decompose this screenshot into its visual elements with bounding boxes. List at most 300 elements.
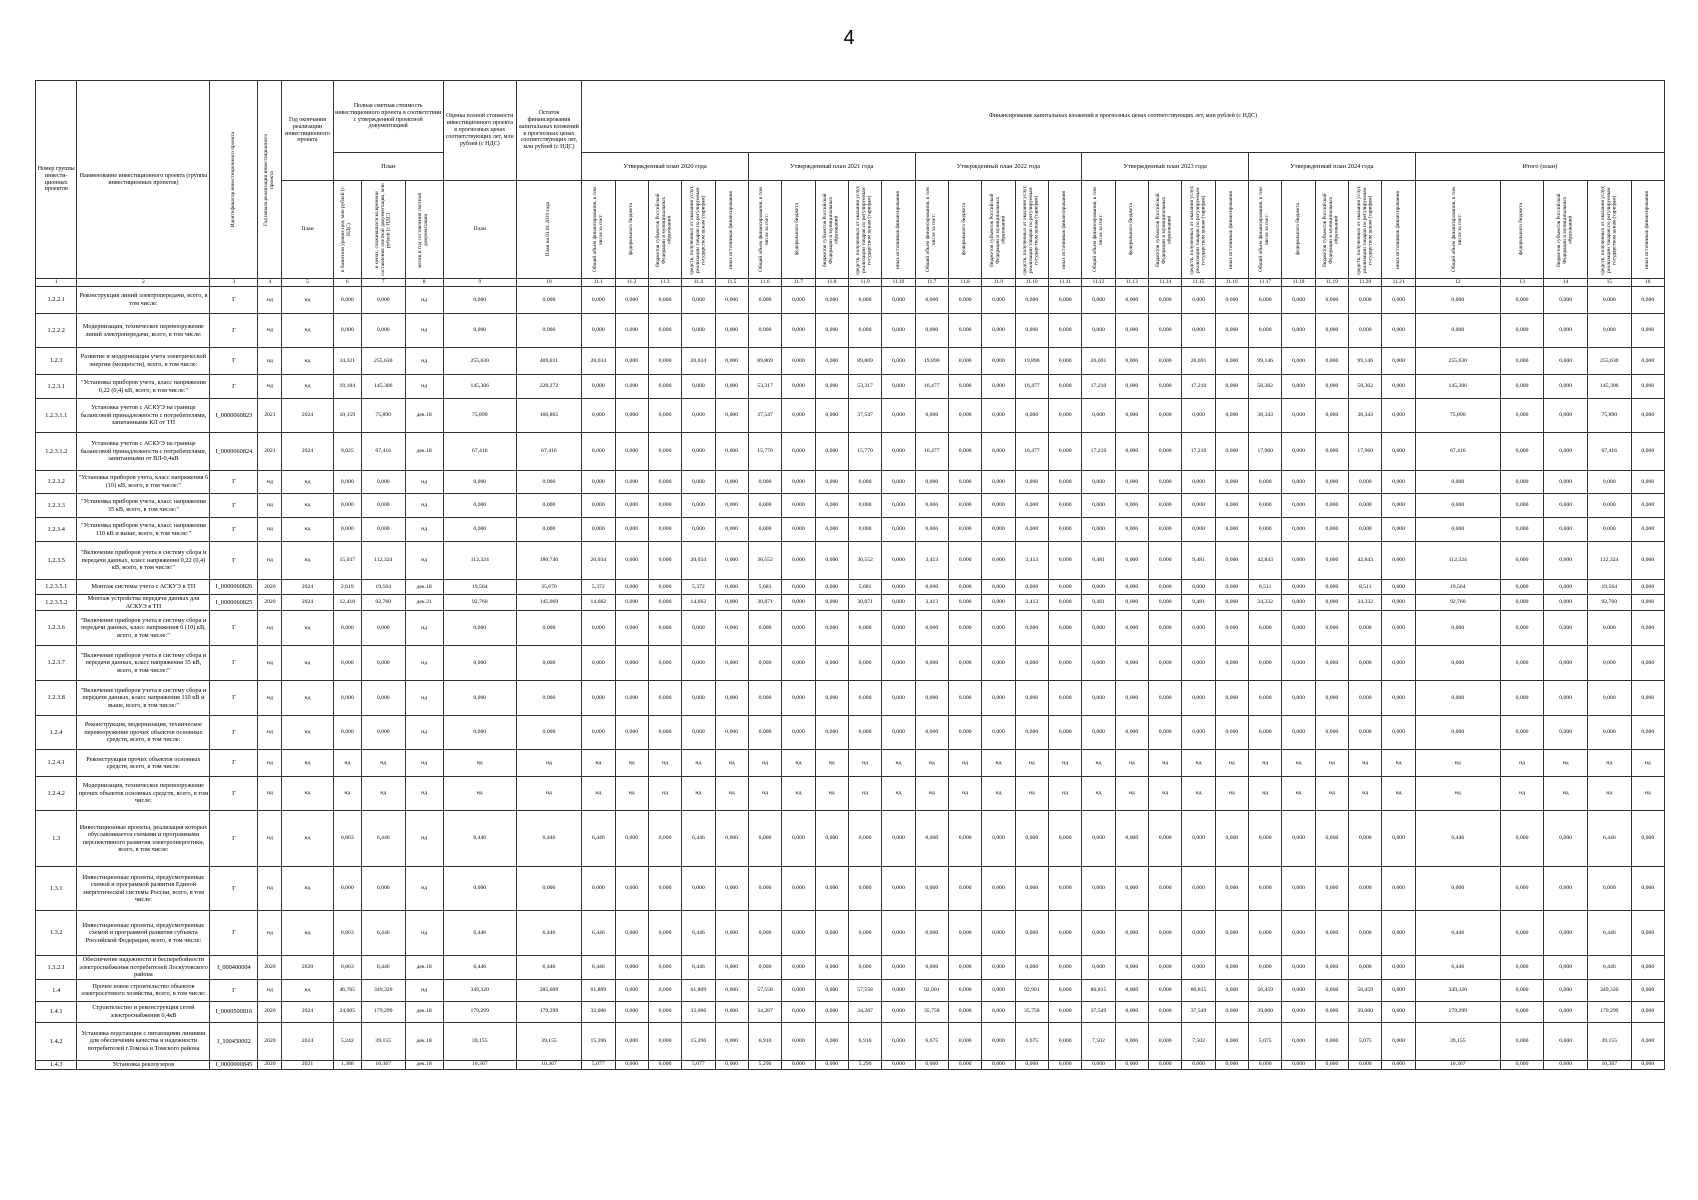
column-number: 11.7 [915, 279, 948, 287]
row-financing-value: 0,000 [1215, 979, 1248, 1001]
row-financing-value: 0,000 [1282, 314, 1315, 348]
row-current-price: 0,000 [361, 494, 405, 518]
row-financing-value: 5,372 [582, 580, 615, 595]
row-financing-value: 0,000 [1115, 348, 1148, 375]
row-financing-value: 0,000 [1282, 471, 1315, 494]
row-identifier: I_0000060825 [210, 595, 258, 611]
row-financing-value: 0,000 [615, 399, 648, 433]
row-total-value: 0,000 [1631, 867, 1664, 911]
row-end-year: нд [282, 911, 333, 956]
row-end-year: нд [282, 494, 333, 518]
row-financing-value: 0,000 [1149, 956, 1182, 980]
row-financing-value: нд [1315, 750, 1348, 777]
row-financing-value: 0,000 [682, 471, 715, 494]
column-number: 11.10 [1015, 279, 1048, 287]
row-financing-value: 34,287 [748, 1001, 781, 1022]
row-financing-value: 0,000 [648, 348, 681, 375]
row-financing-value: 0,000 [882, 867, 915, 911]
row-financing-value: 0,000 [1349, 471, 1382, 494]
row-total-value: 0,000 [1544, 911, 1588, 956]
row-financing-value: 0,000 [682, 867, 715, 911]
row-total-value: 0,000 [1544, 956, 1588, 980]
row-total-value: 0,000 [1544, 1001, 1588, 1022]
column-number: 11.16 [1215, 279, 1248, 287]
row-price-month: нд [405, 375, 443, 399]
row-financing-value: 0,000 [1215, 1060, 1248, 1069]
row-financing-value: 0,000 [582, 646, 615, 681]
table-row [36, 314, 1665, 348]
row-financing-value: 0,000 [715, 646, 748, 681]
row-start-year: нд [258, 375, 282, 399]
row-total-value: 0,000 [1500, 518, 1544, 542]
row-financing-value: 0,000 [582, 518, 615, 542]
row-total-value: 0,000 [1500, 956, 1544, 980]
sub-total: Общий объем финансирования, в том числе за счет: [924, 187, 937, 272]
row-financing-value: 0,000 [715, 375, 748, 399]
sub-regional: бюджетов субъектов Российской Федерации и муниципальных образований [1555, 192, 1574, 267]
row-total-value: 0,000 [1544, 494, 1588, 518]
row-financing-value: 0,000 [1282, 716, 1315, 750]
row-start-year: нд [258, 494, 282, 518]
row-total-value: 0,000 [1500, 375, 1544, 399]
row-financing-value: 0,000 [1382, 399, 1415, 433]
row-financing-value: 0,000 [1182, 399, 1215, 433]
row-financing-value: 0,000 [1082, 716, 1115, 750]
row-financing-value: 0,000 [1048, 287, 1081, 314]
row-financing-value: 0,000 [882, 611, 915, 646]
sub-federal: федерального бюджета [794, 203, 801, 256]
row-financing-value: 37,549 [1182, 1001, 1215, 1022]
row-price-month: нд [405, 611, 443, 646]
row-financing-value: 0,000 [1282, 811, 1315, 867]
row-financing-value: 0,000 [1215, 611, 1248, 646]
row-financing-value: 0,000 [1349, 494, 1382, 518]
header-remainder: Остаток финансирования капитальных вложений в прогнозных ценах соответствующих лет, млн рублей (с НДС) [516, 81, 581, 181]
row-financing-value: 0,000 [1048, 1022, 1081, 1060]
row-financing-value: 0,000 [1315, 348, 1348, 375]
row-financing-value: 0,000 [1082, 646, 1115, 681]
row-financing-value: 0,000 [1115, 433, 1148, 471]
column-number: 4 [258, 279, 282, 287]
row-code: 1.3.2 [36, 911, 77, 956]
row-remainder: 409,811 [516, 348, 581, 375]
row-financing-value: 0,000 [1048, 314, 1081, 348]
row-financing-value: 0,000 [815, 399, 848, 433]
row-financing-value: 0,000 [882, 979, 915, 1001]
row-remainder: 0,000 [516, 314, 581, 348]
row-financing-value: нд [582, 777, 615, 811]
row-identifier: Г [210, 681, 258, 716]
row-financing-value: 17,960 [1349, 433, 1382, 471]
row-remainder: 180,740 [516, 542, 581, 580]
sub-regional: бюджетов субъектов Российской Федерации и муниципальных образований [822, 192, 840, 267]
row-financing-value: 56,459 [1349, 979, 1382, 1001]
row-financing-value: 0,000 [782, 811, 815, 867]
row-financing-value: 0,000 [715, 314, 748, 348]
row-financing-value: 0,000 [948, 716, 981, 750]
row-base-price: 34,321 [333, 348, 361, 375]
row-financing-value: 0,000 [1382, 956, 1415, 980]
row-end-year: 2024 [282, 595, 333, 611]
row-financing-value: 6,446 [582, 956, 615, 980]
row-financing-value: 0,000 [848, 646, 881, 681]
row-financing-value: 0,000 [648, 867, 681, 911]
row-financing-value: нд [1015, 750, 1048, 777]
table-row [36, 1001, 1665, 1022]
row-estimate: 0,000 [443, 471, 516, 494]
row-financing-value: 0,000 [715, 979, 748, 1001]
row-financing-value: 0,000 [882, 399, 915, 433]
row-financing-value: 39,000 [1249, 1001, 1282, 1022]
row-financing-value: 20,034 [682, 348, 715, 375]
row-total-value: 0,000 [1544, 542, 1588, 580]
row-total-value: 0,000 [1587, 287, 1631, 314]
row-financing-value: 38,343 [1349, 399, 1382, 433]
row-financing-value: 0,000 [715, 542, 748, 580]
row-identifier: I_0000060824 [210, 433, 258, 471]
row-financing-value: 15,770 [848, 433, 881, 471]
row-identifier: Г [210, 542, 258, 580]
row-financing-value: нд [715, 750, 748, 777]
header-start: Год начала реализации инвестиционного проекта [263, 133, 275, 226]
row-financing-value: 0,000 [1115, 1022, 1148, 1060]
row-remainder: 285,609 [516, 979, 581, 1001]
row-name: Реконструкция прочих объектов основных средств, всего, в том числе: [77, 750, 210, 777]
row-total-value: 0,000 [1631, 595, 1664, 611]
row-financing-value: 42,843 [1349, 542, 1382, 580]
row-financing-value: 0,000 [1315, 811, 1348, 867]
row-total-value: 0,000 [1587, 646, 1631, 681]
row-financing-value: 58,302 [1349, 375, 1382, 399]
row-financing-value: 0,000 [1215, 595, 1248, 611]
row-remainder: 0,000 [516, 287, 581, 314]
header-price-month: месяц и год составления сметной документации [417, 191, 430, 268]
row-identifier: Г [210, 750, 258, 777]
row-total-value: 0,000 [1544, 399, 1588, 433]
row-financing-value: нд [982, 777, 1015, 811]
row-financing-value: 0,000 [1215, 867, 1248, 911]
row-financing-value: 30,871 [748, 595, 781, 611]
sub-other: иных источников финансирования [727, 190, 734, 269]
row-total-value: 0,000 [1587, 494, 1631, 518]
row-financing-value: 0,000 [848, 956, 881, 980]
row-base-price: 0,000 [333, 611, 361, 646]
row-name: Реконструкция линий электропередачи, всего, в том числе: [77, 287, 210, 314]
row-financing-value: 0,000 [882, 681, 915, 716]
row-base-price: 0,000 [333, 518, 361, 542]
table-row [36, 471, 1665, 494]
row-total-value: 0,000 [1415, 314, 1500, 348]
row-financing-value: 0,000 [1048, 1060, 1081, 1069]
row-financing-value: нд [1249, 777, 1282, 811]
row-financing-value: 0,000 [1115, 287, 1148, 314]
row-price-month: нд [405, 777, 443, 811]
row-price-month: нд [405, 811, 443, 867]
sub-total: Общий объем финансирования, в том числе за счет: [758, 187, 771, 272]
row-remainder: 0,000 [516, 611, 581, 646]
row-price-month: нд [405, 542, 443, 580]
row-start-year: нд [258, 314, 282, 348]
row-financing-value: 15,396 [682, 1022, 715, 1060]
row-financing-value: 0,000 [1115, 580, 1148, 595]
row-financing-value: 0,000 [882, 314, 915, 348]
row-financing-value: 0,000 [582, 287, 615, 314]
row-financing-value: 0,000 [915, 287, 948, 314]
row-total-value: 0,000 [1500, 1001, 1544, 1022]
row-base-price: 0,863 [333, 956, 361, 980]
column-number: 11.11 [1048, 279, 1081, 287]
row-financing-value: 0,000 [1149, 433, 1182, 471]
row-financing-value: 0,000 [648, 314, 681, 348]
row-financing-value: 0,000 [1282, 1022, 1315, 1060]
row-financing-value: 0,000 [1315, 867, 1348, 911]
row-financing-value: 14,662 [582, 595, 615, 611]
row-financing-value: 0,000 [1115, 911, 1148, 956]
row-code: 1.2.3.5.1 [36, 580, 77, 595]
row-financing-value: 0,000 [715, 433, 748, 471]
row-financing-value: 32,006 [582, 1001, 615, 1022]
column-number: 11.8 [815, 279, 848, 287]
row-financing-value: нд [1249, 750, 1282, 777]
row-remainder: 6,446 [516, 956, 581, 980]
row-price-month: дек.18 [405, 1060, 443, 1069]
row-financing-value: 30,871 [848, 595, 881, 611]
row-financing-value: 6,675 [915, 1022, 948, 1060]
row-current-price: 19,564 [361, 580, 405, 595]
row-financing-value: 0,000 [1382, 542, 1415, 580]
row-estimate: 0,000 [443, 681, 516, 716]
row-financing-value: 9,481 [1182, 595, 1215, 611]
row-financing-value: 0,000 [1315, 580, 1348, 595]
row-financing-value: 0,000 [1215, 375, 1248, 399]
row-total-value: 0,000 [1500, 287, 1544, 314]
row-financing-value: 0,000 [1282, 348, 1315, 375]
row-financing-value: 5,681 [748, 580, 781, 595]
row-identifier: I_0000060826 [210, 580, 258, 595]
row-name: Прочее новое строительство объектов электросетевого хозяйства, всего, в том числе: [77, 979, 210, 1001]
row-financing-value: нд [915, 750, 948, 777]
row-financing-value: 0,000 [815, 1001, 848, 1022]
column-number: 2 [77, 279, 210, 287]
row-financing-value: 0,000 [582, 716, 615, 750]
row-financing-value: 0,000 [1115, 314, 1148, 348]
row-name: "Установка приборов учета, класс напряжения 0,22 (0,4) кВ, всего, в том числе:" [77, 375, 210, 399]
row-base-price: 0,000 [333, 867, 361, 911]
table-row [36, 518, 1665, 542]
row-financing-value: 0,000 [1315, 681, 1348, 716]
row-financing-value: 9,481 [1082, 595, 1115, 611]
table-row [36, 433, 1665, 471]
row-financing-value: 16,477 [1015, 375, 1048, 399]
row-total-value: 0,000 [1415, 867, 1500, 911]
row-financing-value: 0,000 [948, 867, 981, 911]
row-code: 1.2.2.1 [36, 287, 77, 314]
row-financing-value: 0,000 [1215, 518, 1248, 542]
row-financing-value: нд [782, 777, 815, 811]
row-financing-value: 0,000 [1115, 979, 1148, 1001]
row-total-value: 6,446 [1415, 956, 1500, 980]
header-plan-end: План [282, 181, 333, 279]
row-financing-value: 5,077 [582, 1060, 615, 1069]
row-total-value: 0,000 [1415, 287, 1500, 314]
row-total-value: 0,000 [1631, 611, 1664, 646]
row-financing-value: 0,000 [1215, 348, 1248, 375]
row-financing-value: 0,000 [1215, 580, 1248, 595]
row-financing-value: 53,317 [848, 375, 881, 399]
row-financing-value: 0,000 [948, 611, 981, 646]
row-financing-value: 0,000 [648, 1060, 681, 1069]
row-financing-value: 16,477 [1015, 433, 1048, 471]
row-financing-value: нд [1282, 750, 1315, 777]
column-number: 11.7 [782, 279, 815, 287]
row-financing-value: 0,000 [615, 1022, 648, 1060]
row-financing-value: 0,000 [1082, 811, 1115, 867]
table-row [36, 399, 1665, 433]
row-financing-value: 0,000 [982, 1001, 1015, 1022]
row-financing-value: 0,000 [882, 494, 915, 518]
row-financing-value: 0,000 [982, 348, 1015, 375]
row-financing-value: 0,000 [648, 542, 681, 580]
row-base-price: 1,388 [333, 1060, 361, 1069]
row-financing-value: 0,000 [615, 1001, 648, 1022]
row-current-price: нд [361, 777, 405, 811]
row-financing-value: 0,000 [648, 716, 681, 750]
row-financing-value: 0,000 [948, 375, 981, 399]
row-financing-value: 0,000 [1115, 375, 1148, 399]
row-financing-value: 0,000 [715, 494, 748, 518]
table-row [36, 611, 1665, 646]
row-financing-value: 0,000 [1382, 811, 1415, 867]
row-identifier: Г [210, 716, 258, 750]
row-estimate: 112,324 [443, 542, 516, 580]
row-identifier: Г [210, 979, 258, 1001]
row-estimate: 349,320 [443, 979, 516, 1001]
row-financing-value: 0,000 [948, 1022, 981, 1060]
row-financing-value: 0,000 [1048, 646, 1081, 681]
row-total-value: 0,000 [1631, 433, 1664, 471]
row-total-value: нд [1631, 750, 1664, 777]
sub-other: иных источников финансирования [1061, 190, 1068, 269]
row-price-month: нд [405, 314, 443, 348]
row-financing-value: 0,000 [848, 314, 881, 348]
row-financing-value: 0,000 [1382, 1022, 1415, 1060]
row-financing-value: 0,000 [1215, 716, 1248, 750]
row-estimate: 6,446 [443, 911, 516, 956]
sub-tariff: средств, полученных от оказания услуг, реализации товаров по регулируемым государством ценам (тарифам) [1022, 184, 1040, 275]
row-financing-value: 0,000 [915, 314, 948, 348]
row-financing-value: нд [615, 750, 648, 777]
row-financing-value: 0,000 [1082, 471, 1115, 494]
row-identifier: Г [210, 867, 258, 911]
row-financing-value: 0,000 [1315, 1060, 1348, 1069]
row-current-price: 92,760 [361, 595, 405, 611]
row-financing-value: 0,000 [982, 580, 1015, 595]
row-financing-value: 57,558 [848, 979, 881, 1001]
row-financing-value: 0,000 [982, 716, 1015, 750]
row-total-value: 0,000 [1500, 494, 1544, 518]
row-total-value: 0,000 [1587, 867, 1631, 911]
row-financing-value: 0,000 [648, 611, 681, 646]
header-year-2024: Утвержденный план 2024 года [1249, 153, 1416, 181]
row-start-year: 2020 [258, 595, 282, 611]
row-financing-value: 0,000 [582, 375, 615, 399]
row-identifier: I_000400004 [210, 956, 258, 980]
row-code: 1.4.3 [36, 1060, 77, 1069]
row-code: 1.2.3.7 [36, 646, 77, 681]
column-number: 1 [36, 279, 77, 287]
row-financing-value: 0,000 [948, 595, 981, 611]
row-financing-value: 0,000 [782, 911, 815, 956]
row-financing-value: 0,000 [1015, 867, 1048, 911]
row-financing-value: нд [882, 777, 915, 811]
row-financing-value: 0,000 [1015, 494, 1048, 518]
row-financing-value: 0,000 [748, 518, 781, 542]
row-start-year: нд [258, 542, 282, 580]
table-row [36, 494, 1665, 518]
row-total-value: 0,000 [1631, 494, 1664, 518]
row-financing-value: 0,000 [1082, 518, 1115, 542]
row-financing-value: 0,000 [782, 1001, 815, 1022]
row-financing-value: 0,000 [1382, 287, 1415, 314]
row-financing-value: 0,000 [748, 314, 781, 348]
row-remainder: 179,299 [516, 1001, 581, 1022]
row-financing-value: 0,000 [948, 646, 981, 681]
row-code: 1.2.3.6 [36, 611, 77, 646]
row-financing-value: 0,000 [782, 399, 815, 433]
row-financing-value: 0,000 [1149, 287, 1182, 314]
row-name: Инвестиционные проекты, предусмотренные схемой и программой развития Единой энергетической системы России, всего, в том числе: [77, 867, 210, 911]
row-financing-value: 0,000 [815, 611, 848, 646]
row-estimate: 145,306 [443, 375, 516, 399]
row-financing-value: 0,000 [748, 811, 781, 867]
row-financing-value: 0,000 [1215, 956, 1248, 980]
row-total-value: 0,000 [1587, 611, 1631, 646]
row-financing-value: 0,000 [882, 287, 915, 314]
row-financing-value: 0,000 [1382, 681, 1415, 716]
row-base-price: 0,000 [333, 646, 361, 681]
row-financing-value: 0,000 [648, 811, 681, 867]
row-name: Модернизация, техническое перевооружение линий электропередачи, всего, в том числе: [77, 314, 210, 348]
row-estimate: 19,564 [443, 580, 516, 595]
row-base-price: 0,863 [333, 811, 361, 867]
row-code: 1.3.1 [36, 867, 77, 911]
row-financing-value: 0,000 [1082, 681, 1115, 716]
row-name: Реконструкция, модернизация, техническое перевооружение прочих объектов основных средств, всего, в том числе: [77, 716, 210, 750]
row-financing-value: 0,000 [1115, 542, 1148, 580]
row-total-value: 0,000 [1587, 681, 1631, 716]
sub-federal: федерального бюджета [1127, 203, 1134, 256]
header-name: Наименование инвестиционного проекта (группы инвестиционных проектов) [77, 81, 210, 279]
row-financing-value: 0,000 [1182, 314, 1215, 348]
row-estimate: 67,416 [443, 433, 516, 471]
row-financing-value: 0,000 [1149, 979, 1182, 1001]
row-financing-value: 0,000 [915, 518, 948, 542]
row-financing-value: 0,000 [982, 1060, 1015, 1069]
row-financing-value: 0,000 [882, 716, 915, 750]
row-financing-value: 0,000 [815, 348, 848, 375]
row-estimate: 0,000 [443, 494, 516, 518]
table-row [36, 911, 1665, 956]
row-financing-value: 0,000 [1149, 518, 1182, 542]
row-financing-value: 0,000 [1349, 1060, 1382, 1069]
row-price-month: нд [405, 518, 443, 542]
row-financing-value: 17,210 [1082, 433, 1115, 471]
row-financing-value: 0,000 [1249, 911, 1282, 956]
row-base-price: 15,037 [333, 542, 361, 580]
row-financing-value: 0,000 [615, 911, 648, 956]
row-financing-value: 0,000 [1015, 681, 1048, 716]
row-financing-value: 0,000 [1382, 646, 1415, 681]
